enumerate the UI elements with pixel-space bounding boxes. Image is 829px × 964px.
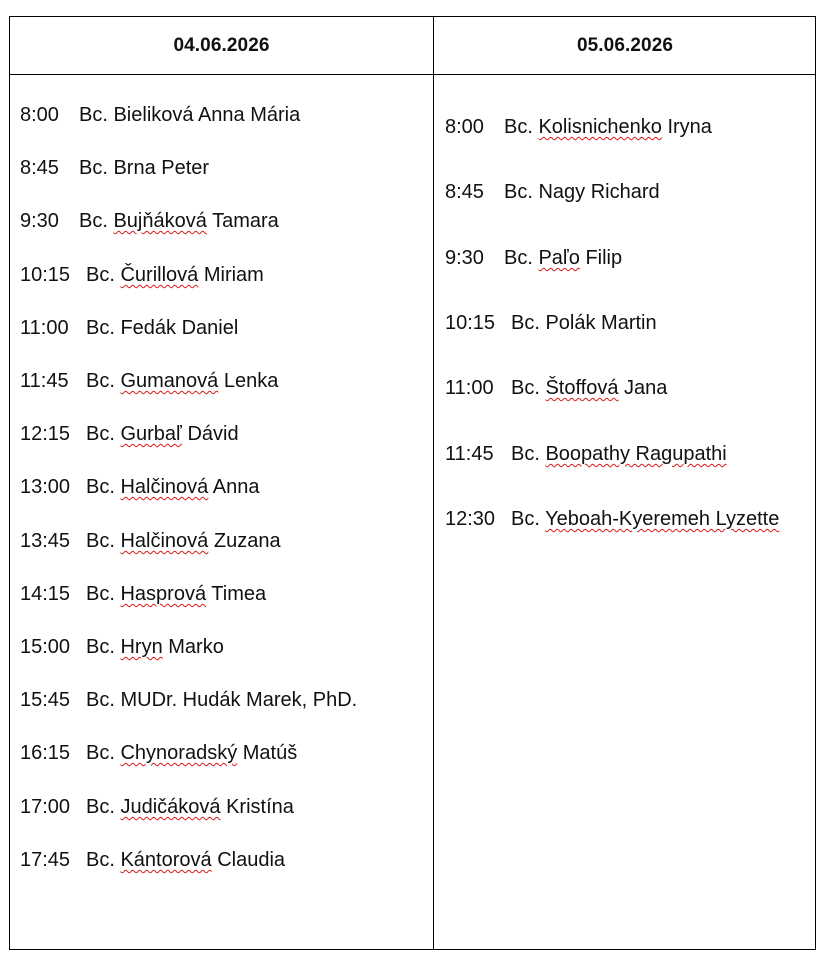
entry-time: 8:45 <box>20 157 59 179</box>
entry-name: Zuzana <box>208 530 281 552</box>
entry-title-prefix: Bc. <box>511 377 540 399</box>
entry-name: Kristína <box>220 796 294 818</box>
entry-time: 9:30 <box>20 210 59 232</box>
entry-name: Iryna <box>661 116 712 138</box>
entry-name-spellcheck-flagged: Hasprová <box>120 583 207 605</box>
entry-title-prefix: Bc. <box>86 423 115 445</box>
entry-time: 12:15 <box>20 423 71 445</box>
schedule-entry <box>20 688 357 712</box>
schedule-entry <box>20 848 285 872</box>
entry-time: 13:00 <box>20 476 71 498</box>
entry-name-spellcheck-flagged: Bujňáková <box>113 210 207 232</box>
schedule-entry <box>20 635 224 659</box>
schedule-entry <box>20 582 266 606</box>
schedule-entry <box>445 115 712 139</box>
entry-name-spellcheck-flagged: Halčinová <box>120 530 209 552</box>
entry-title-prefix: Bc. <box>79 157 108 179</box>
entry-time: 8:00 <box>445 116 484 138</box>
entry-time: 17:45 <box>20 849 71 871</box>
entry-time: 11:45 <box>445 443 494 465</box>
entry-name: Lenka <box>218 370 279 392</box>
entry-time: 8:45 <box>445 181 484 203</box>
schedule-entry <box>20 263 264 287</box>
entry-title-prefix: Bc. <box>504 247 533 269</box>
entry-name: Fedák Daniel <box>120 317 239 339</box>
entry-name-spellcheck-flagged: Halčinová <box>120 476 209 498</box>
entry-name-spellcheck-flagged: Boopathy Ragupathi <box>545 443 727 465</box>
schedule-entry <box>20 156 209 180</box>
entry-name: Filip <box>579 247 623 269</box>
entry-name: Brna Peter <box>113 157 210 179</box>
entry-time: 16:15 <box>20 742 71 764</box>
entry-name: MUDr. Hudák Marek, PhD. <box>120 689 358 711</box>
schedule-entry <box>20 103 300 127</box>
entry-name-spellcheck-flagged: Hryn <box>120 636 163 658</box>
entry-name: Miriam <box>198 264 264 286</box>
entry-name-spellcheck-flagged: Chynoradský <box>120 742 238 764</box>
entry-name: Nagy Richard <box>538 181 660 203</box>
entry-name: Marko <box>162 636 224 658</box>
column-divider <box>433 17 434 949</box>
entry-time: 11:00 <box>445 377 494 399</box>
schedule-entry <box>445 246 622 270</box>
schedule-entry <box>445 376 667 400</box>
entry-title-prefix: Bc. <box>86 370 115 392</box>
schedule-entry <box>445 507 779 531</box>
entry-name-spellcheck-flagged: Kolisnichenko <box>538 116 662 138</box>
entry-title-prefix: Bc. <box>86 849 115 871</box>
entry-name: Dávid <box>181 423 239 445</box>
entry-name: Tamara <box>206 210 279 232</box>
header-row <box>10 17 815 75</box>
entry-title-prefix: Bc. <box>511 312 540 334</box>
entry-time: 14:15 <box>20 583 71 605</box>
entry-time: 11:00 <box>20 317 69 339</box>
entry-name: Claudia <box>211 849 286 871</box>
entry-title-prefix: Bc. <box>86 742 115 764</box>
entry-name: Bieliková Anna Mária <box>113 104 301 126</box>
entry-title-prefix: Bc. <box>86 796 115 818</box>
entry-title-prefix: Bc. <box>86 583 115 605</box>
entry-time: 9:30 <box>445 247 484 269</box>
schedule-entry <box>20 209 279 233</box>
entry-title-prefix: Bc. <box>86 689 115 711</box>
entry-time: 10:15 <box>20 264 71 286</box>
schedule-entry <box>20 422 239 446</box>
date-header-day-2: 05.06.2026 <box>576 35 674 56</box>
entry-time: 13:45 <box>20 530 71 552</box>
schedule-entry <box>20 475 259 499</box>
entry-name-spellcheck-flagged: Štoffová <box>545 377 619 399</box>
entry-time: 8:00 <box>20 104 59 126</box>
entry-name: Jana <box>618 377 668 399</box>
schedule-entry <box>20 369 278 393</box>
entry-title-prefix: Bc. <box>511 443 540 465</box>
schedule-entry <box>20 795 294 819</box>
entry-name-spellcheck-flagged: Yeboah-Kyeremeh Lyzette <box>545 508 780 530</box>
entry-title-prefix: Bc. <box>86 530 115 552</box>
entry-title-prefix: Bc. <box>86 476 115 498</box>
entry-name-spellcheck-flagged: Gumanová <box>120 370 219 392</box>
entry-title-prefix: Bc. <box>504 116 533 138</box>
entry-title-prefix: Bc. <box>86 636 115 658</box>
schedule-entry <box>445 180 660 204</box>
entry-name: Matúš <box>237 742 298 764</box>
entry-title-prefix: Bc. <box>504 181 533 203</box>
schedule-entry <box>445 442 727 466</box>
entry-name-spellcheck-flagged: Gurbaľ <box>120 423 182 445</box>
entry-title-prefix: Bc. <box>86 264 115 286</box>
entry-time: 17:00 <box>20 796 71 818</box>
entry-name: Timea <box>206 583 267 605</box>
entry-time: 15:00 <box>20 636 71 658</box>
schedule-entry <box>20 316 238 340</box>
entry-name-spellcheck-flagged: Čurillová <box>120 264 199 286</box>
entry-title-prefix: Bc. <box>86 317 115 339</box>
entry-name-spellcheck-flagged: Judičáková <box>120 796 221 818</box>
entry-name: Polák Martin <box>545 312 657 334</box>
schedule-entry <box>20 741 297 765</box>
entry-title-prefix: Bc. <box>79 210 108 232</box>
entry-time: 15:45 <box>20 689 71 711</box>
entry-title-prefix: Bc. <box>511 508 540 530</box>
schedule-entry <box>445 311 657 335</box>
schedule-entry <box>20 529 281 553</box>
entry-time: 12:30 <box>445 508 496 530</box>
entry-time: 10:15 <box>445 312 496 334</box>
entry-time: 11:45 <box>20 370 69 392</box>
entry-name-spellcheck-flagged: Paľo <box>538 247 580 269</box>
entry-name-spellcheck-flagged: Kántorová <box>120 849 212 871</box>
entry-title-prefix: Bc. <box>79 104 108 126</box>
date-header-day-1: 04.06.2026 <box>173 35 270 56</box>
entry-name: Anna <box>208 476 260 498</box>
